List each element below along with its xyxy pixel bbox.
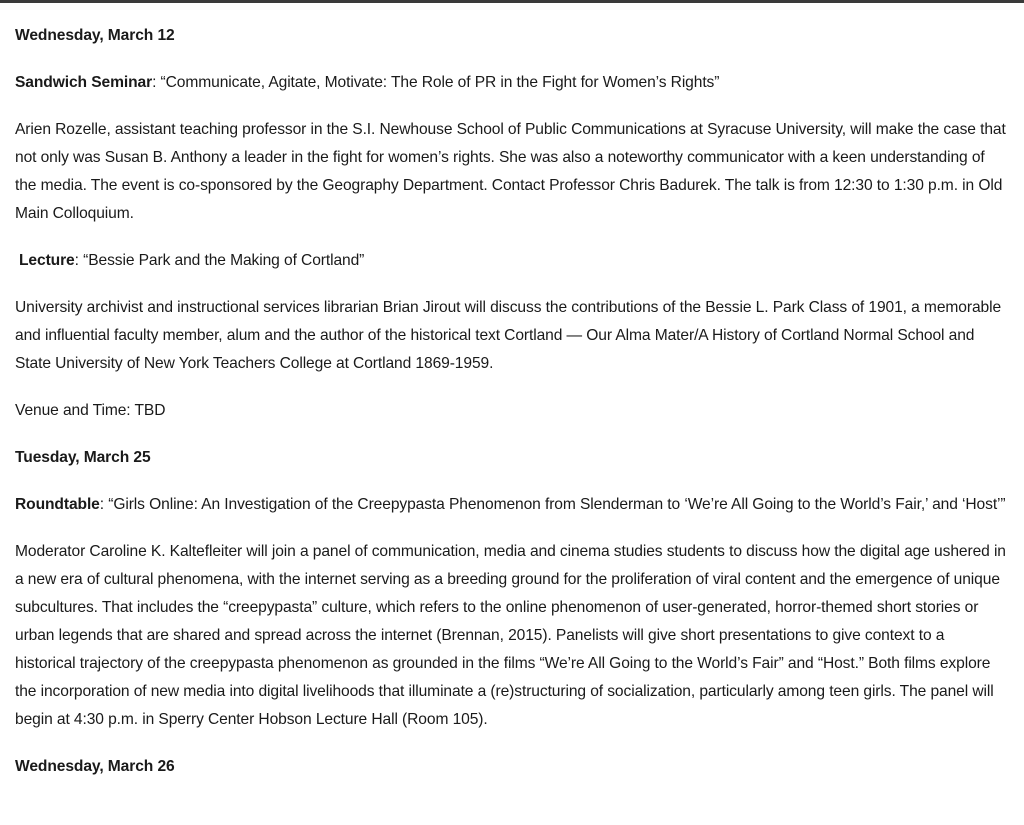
event-description-roundtable: Moderator Caroline K. Kaltefleiter will join a panel of communication, media and cinema studies students to discuss how the digital age ushered in a new era of cultural phenomena, with the internet serving as a breeding ground for the proliferation of viral content and the emergence of unique subcultures. That includes the “creepypasta” culture, which refers to the online phenomenon of user-generated, horror-themed short stories or urban legends that are shared and spread across the internet (Brennan, 2015). Panelists will give short presentations to give context to a historical trajectory of the creepypasta phenomenon as grounded in the films “We’re All Going to the World’s Fair” and “Host.” Both films explore the incorporation of new media into digital livelihoods that illuminate a (re)structuring of socialization, particularly among teen girls. The panel will begin at 4:30 p.m. in Sperry Center Hobson Lecture Hall (Room 105). <box>15 543 1006 728</box>
event-type-label: Sandwich Seminar <box>15 74 153 91</box>
date-heading-march-26: Wednesday, March 26 <box>15 758 175 775</box>
event-title-text: : “Bessie Park and the Making of Cortland” <box>74 252 365 269</box>
event-listing <box>15 22 1009 781</box>
event-description-sandwich-seminar: Arien Rozelle, assistant teaching professor in the S.I. Newhouse School of Public Communications at Syracuse University, will make the case that not only was Susan B. Anthony a leader in the fight for women’s rights. She was also a noteworthy communicator with a keen understanding of the media. The event is co-sponsored by the Geography Department. Contact Professor Chris Badurek. The talk is from 12:30 to 1:30 p.m. in Old Main Colloquium. <box>15 121 1006 222</box>
event-title-text: : “Communicate, Agitate, Motivate: The Role of PR in the Fight for Women’s Rights” <box>152 74 720 91</box>
event-title-lecture <box>15 247 1009 275</box>
event-title-text: : “Girls Online: An Investigation of the Creepypasta Phenomenon from Slenderman to ‘We’re All Going to the World’s Fair,’ and ‘Host’” <box>99 496 1006 513</box>
event-venue-lecture: Venue and Time: TBD <box>15 402 166 419</box>
date-heading-march-12: Wednesday, March 12 <box>15 27 175 44</box>
date-heading-march-25: Tuesday, March 25 <box>15 449 151 466</box>
event-description-lecture: University archivist and instructional services librarian Brian Jirout will discuss the contributions of the Bessie L. Park Class of 1901, a memorable and influential faculty member, alum and the author of the historical text Cortland — Our Alma Mater/A History of Cortland Normal School and State University of New York Teachers College at Cortland 1869-1959. <box>15 299 1002 372</box>
event-title-roundtable <box>15 491 1009 519</box>
top-border <box>0 0 1024 3</box>
event-type-label: Roundtable <box>15 496 100 513</box>
event-title-sandwich-seminar <box>15 69 1009 97</box>
event-type-label: Lecture <box>19 252 75 269</box>
